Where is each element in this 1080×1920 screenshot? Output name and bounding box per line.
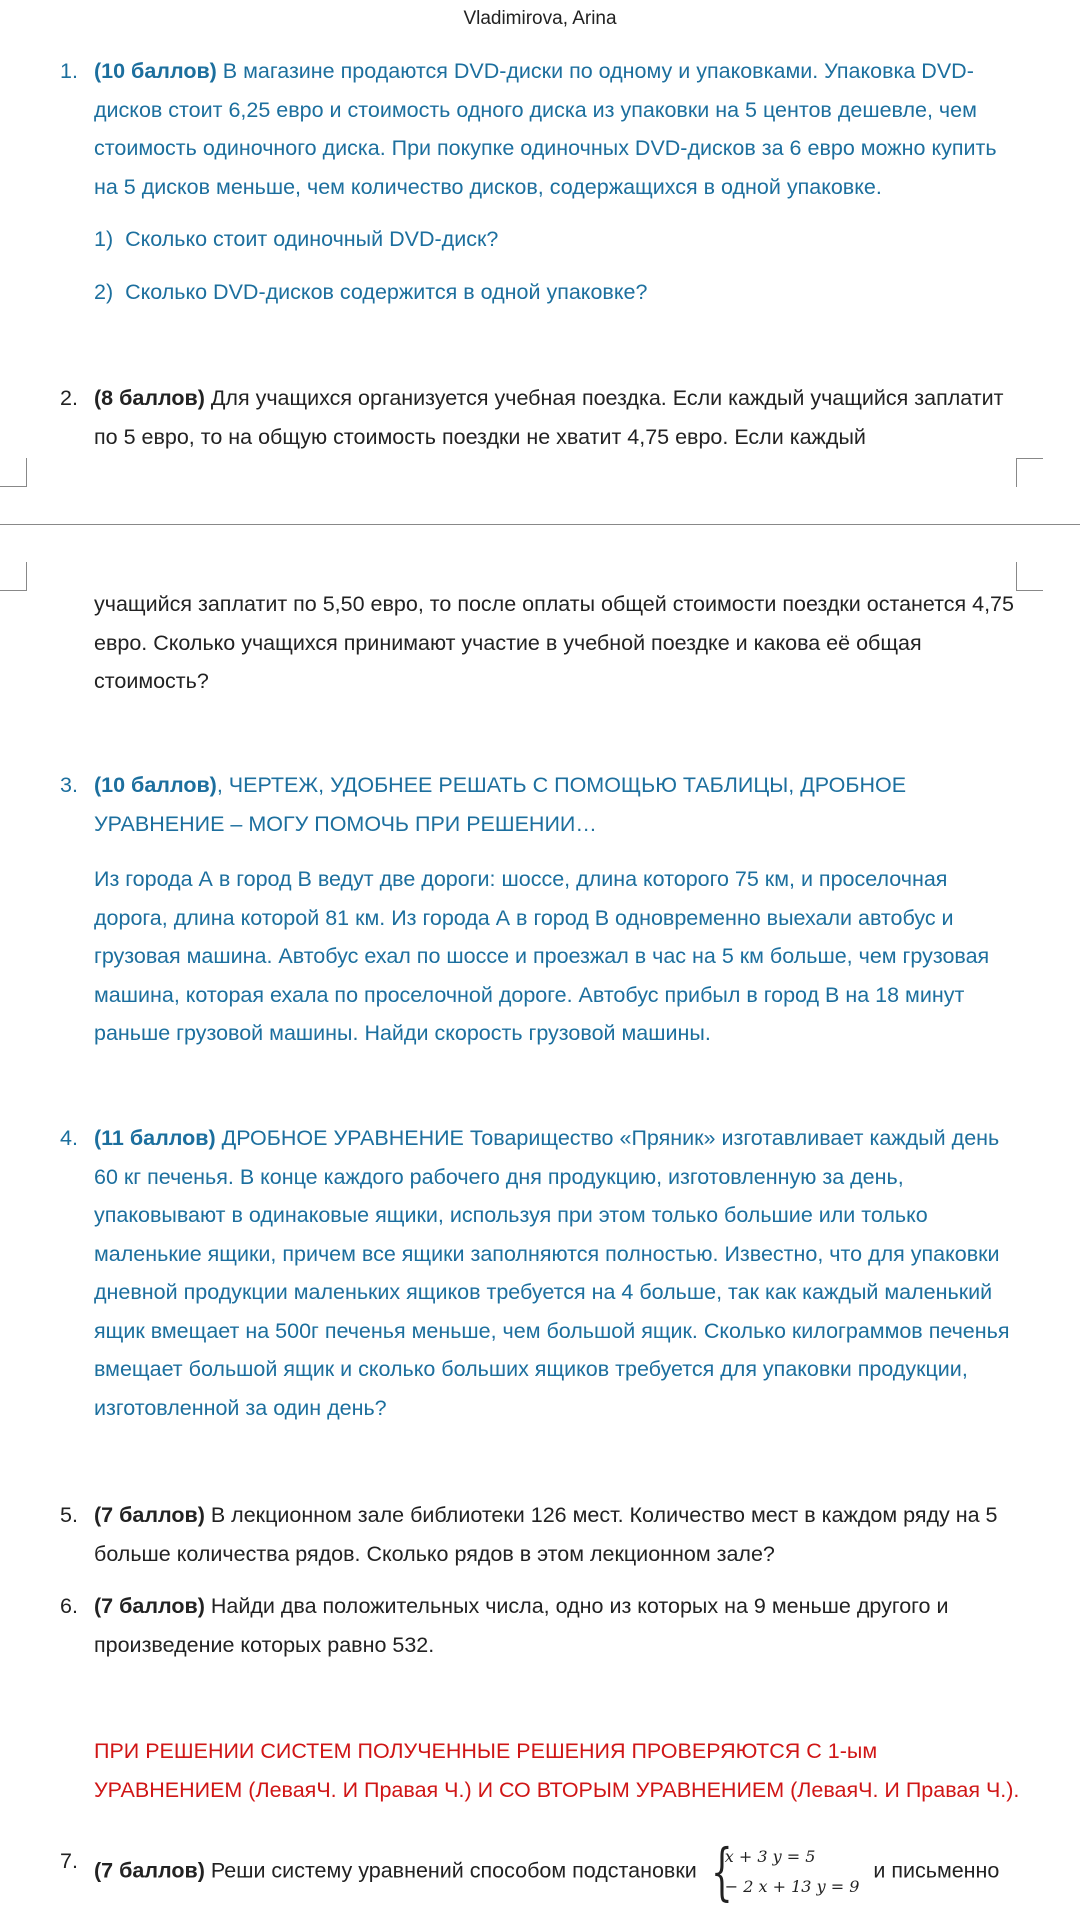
problem-points: (7 баллов) xyxy=(94,1858,205,1883)
equation-1: x + 3 y = 5 xyxy=(724,1847,816,1866)
problem-text: В лекционном зале библиотеки 126 мест. Количество мест в каждом ряду на 5 больше количества рядов. Сколько рядов в этом лекционном зале? xyxy=(94,1503,998,1566)
subquestion-2 xyxy=(94,273,647,312)
problem-text: Найди два положительных числа, одно из которых на 9 меньше другого и произведение которых равно 532. xyxy=(94,1594,949,1657)
crop-mark-bottom-right xyxy=(1016,458,1043,487)
problem-number: 6. xyxy=(60,1594,78,1618)
subquestion-text: Сколько стоит одиночный DVD-диск? xyxy=(125,227,499,251)
problem-2 xyxy=(60,379,1020,456)
problem-6 xyxy=(60,1587,1020,1664)
equation-system xyxy=(710,1835,860,1908)
equation-2: − 2 x + 13 y = 9 xyxy=(724,1877,860,1896)
problem-body xyxy=(94,1496,1020,1573)
problem-number: 7. xyxy=(60,1849,78,1873)
problem-points: (11 баллов) xyxy=(94,1126,216,1150)
crop-mark-bottom-left xyxy=(0,458,27,487)
problem-text: ДРОБНОЕ УРАВНЕНИЕ Товарищество «Пряник» изготавливает каждый день 60 кг печенья. В конце каждого рабочего дня продукцию, изготовленную за день, упаковывают в одинаковые ящики, используя при этом только большие или только маленькие ящики, причем все ящики заполняются полностью. Известно, что для упаковки дневной продукции маленьких ящиков требуется на 4 больше, так как каждый маленький ящик вмещает на 500г печенья меньше, чем большой ящик. Сколько килограммов печенья вмещает большой ящик и сколько больших ящиков требуется для упаковки продукции, изготовленной за один день? xyxy=(94,1126,1010,1420)
subquestion-label: 2) xyxy=(94,280,114,304)
brace-icon: { xyxy=(710,1835,733,1908)
problem-points: (7 баллов) xyxy=(94,1594,205,1618)
subquestion-label: 1) xyxy=(94,227,114,251)
problem-3 xyxy=(60,766,1020,843)
problem-text: В магазине продаются DVD-диски по одному и упаковками. Упаковка DVD-дисков стоит 6,25 евро и стоимость одного диска из упаковки на 5 центов дешевле, чем стоимость одиночного диска. При покупке одиночных DVD-дисков за 6 евро можно купить на 5 дисков меньше, чем количество дисков, содержащихся в одной упаковке. xyxy=(94,59,997,199)
page-break-divider xyxy=(0,524,1080,525)
problem-points: (10 баллов) xyxy=(94,59,217,83)
problem-number: 5. xyxy=(60,1503,78,1527)
problem-body xyxy=(94,52,1020,206)
problem-body xyxy=(94,1119,1024,1427)
problem-5 xyxy=(60,1496,1020,1573)
problem-4 xyxy=(60,1119,1020,1427)
problem-number: 2. xyxy=(60,386,78,410)
problem-2-continued: учащийся заплатит по 5,50 евро, то после оплаты общей стоимости поездки останется 4,75 евро. Сколько учащихся принимают участие в учебной поездке и какова её общая стоимость? xyxy=(94,592,1014,693)
problem-text: Для учащихся организуется учебная поездка. Если каждый учащийся заплатит по 5 евро, то на общую стоимость поездки не хватит 4,75 евро. Если каждый xyxy=(94,386,1004,449)
problem-points: (8 баллов) xyxy=(94,386,205,410)
author-header: Vladimirova, Arina xyxy=(463,8,617,29)
subquestion-text: Сколько DVD-дисков содержится в одной упаковке? xyxy=(125,280,648,304)
problem-body xyxy=(94,766,1020,843)
problem-body xyxy=(94,1587,1020,1664)
problem-body xyxy=(94,1835,1020,1908)
problem-number: 1. xyxy=(60,59,78,83)
crop-mark-top-left xyxy=(0,562,27,591)
problem-number: 4. xyxy=(60,1126,78,1150)
problem-points: (7 баллов) xyxy=(94,1503,205,1527)
problem-heading: , ЧЕРТЕЖ, УДОБНЕЕ РЕШАТЬ С ПОМОЩЬЮ ТАБЛИЦЫ, ДРОБНОЕ УРАВНЕНИЕ – МОГУ ПОМОЧЬ ПРИ РЕШЕНИИ… xyxy=(94,773,907,836)
problem-text: Реши систему уравнений способом подстановки xyxy=(204,1858,697,1883)
problem-1 xyxy=(60,52,1020,206)
problem-points: (10 баллов) xyxy=(94,773,217,797)
problem-text-after: и письменно xyxy=(873,1858,1000,1883)
problem-3-text: Из города А в город В ведут две дороги: шоссе, длина которого 75 км, и проселочная дорога, длина которой 81 км. Из города А в город В одновременно выехали автобус и грузовая машина. Автобус ехал по шоссе и проезжал в час на 5 км больше, чем грузовая машина, которая ехала по проселочной дороге. Автобус прибыл в город В на 18 минут раньше грузовой машины. Найди скорость грузовой машины. xyxy=(94,867,990,1045)
problem-number: 3. xyxy=(60,773,78,797)
system-check-notice: ПРИ РЕШЕНИИ СИСТЕМ ПОЛУЧЕННЫЕ РЕШЕНИЯ ПРОВЕРЯЮТСЯ С 1-ым УРАВНЕНИЕМ (ЛеваяЧ. И Правая Ч.) И СО ВТОРЫМ УРАВНЕНИЕМ (ЛеваяЧ. И Правая Ч.). xyxy=(94,1739,1020,1802)
problem-body xyxy=(94,379,1020,456)
crop-mark-top-right xyxy=(1016,562,1043,591)
problem-7 xyxy=(60,1835,1020,1908)
subquestion-1 xyxy=(94,220,498,259)
